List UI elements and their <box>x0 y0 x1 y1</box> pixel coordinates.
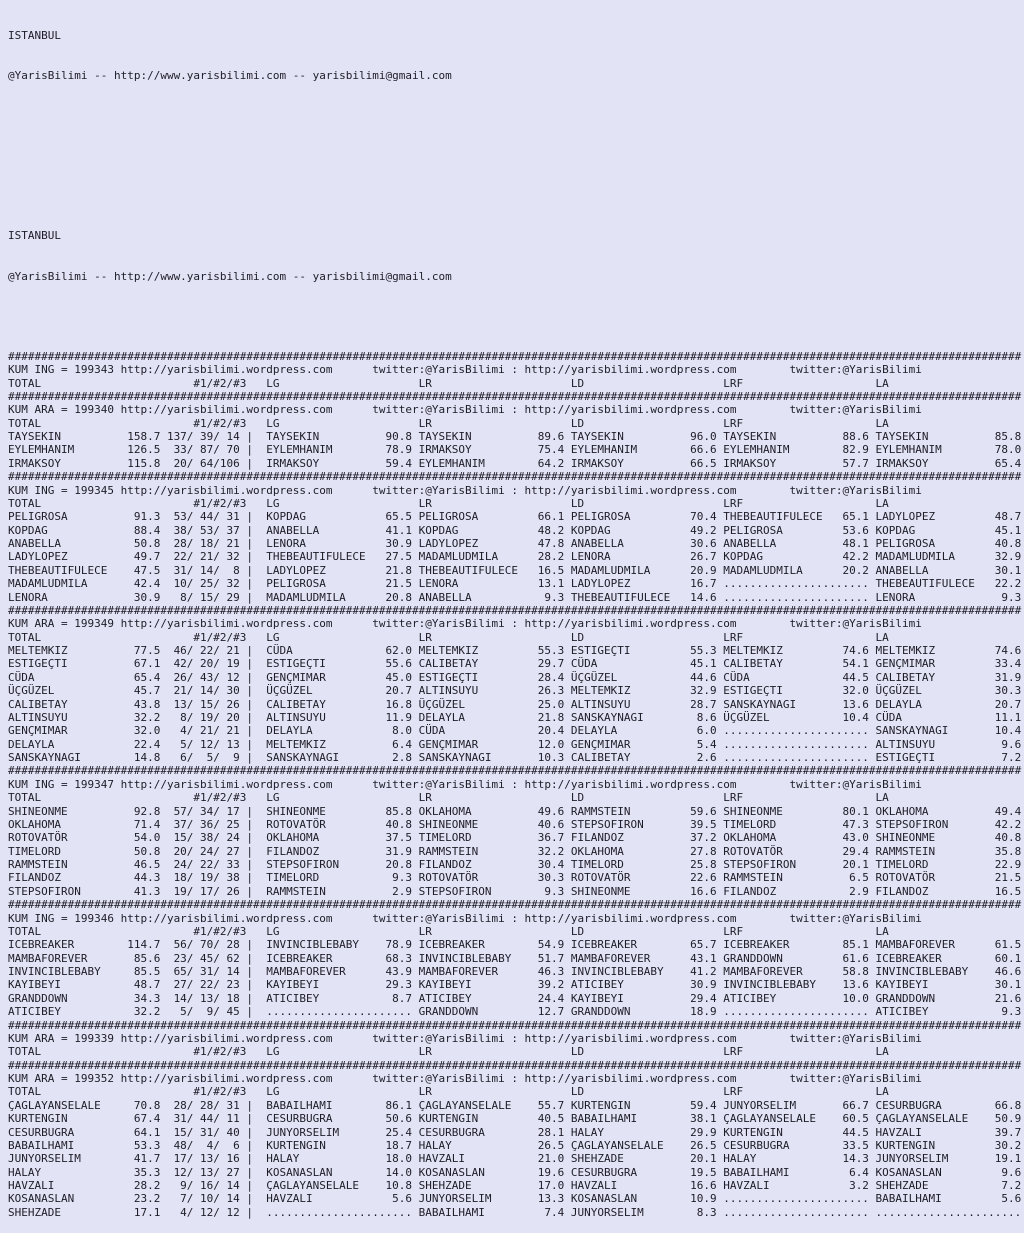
column-header-line: TOTAL #1/#2/#3 LG LR LD LRF LA <box>8 376 889 390</box>
banner-city: ISTANBUL <box>8 28 61 42</box>
separator-line: ######################################################################################################################################################### <box>8 1058 1022 1072</box>
stats-row-line: SHEHZADE 17.1 4/ 12/ 12 | ...................... BABAILHAMI 7.4 JUNYORSELIM 8.3 ...................... ...................... <box>8 1205 1022 1219</box>
stats-table <box>8 350 1024 1219</box>
section-header-line: KUM ARA = 199339 http://yarisbilimi.wordpress.com twitter:@YarisBilimi : http://yarisbilimi.wordpress.com twitter:@YarisBilimi <box>8 1031 922 1045</box>
stats-row-line: EYLEMHANIM 126.5 33/ 87/ 70 | EYLEMHANIM 78.9 IRMAKSOY 75.4 EYLEMHANIM 66.6 EYLEMHANIM 82.9 EYLEMHANIM 78.0 <box>8 443 1022 457</box>
stats-row-line: SHINEONME 92.8 57/ 34/ 17 | SHINEONME 85.8 OKLAHOMA 49.6 RAMMSTEIN 59.6 SHINEONME 80.1 OKLAHOMA 49.4 <box>8 804 1022 818</box>
separator-line: ######################################################################################################################################################### <box>8 349 1022 363</box>
separator-line: ######################################################################################################################################################### <box>8 389 1022 403</box>
stats-row-line: PELIGROSA 91.3 53/ 44/ 31 | KOPDAG 65.5 PELIGROSA 66.1 PELIGROSA 70.4 THEBEAUTIFULECE 65.1 LADYLOPEZ 48.7 <box>8 510 1022 524</box>
column-header-line: TOTAL #1/#2/#3 LG LR LD LRF LA <box>8 924 889 938</box>
stats-row-line: HALAY 35.3 12/ 13/ 27 | KOSANASLAN 14.0 KOSANASLAN 19.6 CESURBUGRA 19.5 BABAILHAMI 6.4 KOSANASLAN 9.6 <box>8 1165 1022 1179</box>
section-header-line: KUM ING = 199345 http://yarisbilimi.wordpress.com twitter:@YarisBilimi : http://yarisbilimi.wordpress.com twitter:@YarisBilimi <box>8 483 922 497</box>
section-header-line: KUM ARA = 199340 http://yarisbilimi.wordpress.com twitter:@YarisBilimi : http://yarisbilimi.wordpress.com twitter:@YarisBilimi <box>8 403 922 417</box>
stats-row-line: ATICIBEY 32.2 5/ 9/ 45 | ...................... GRANDDOWN 12.7 GRANDDOWN 18.9 ...................... ATICIBEY 9.3 <box>8 1005 1022 1019</box>
stats-row-line: SANSKAYNAGI 14.8 6/ 5/ 9 | SANSKAYNAGI 2.8 SANSKAYNAGI 10.3 CALIBETAY 2.6 ...................... ESTIGEÇTI 7.2 <box>8 751 1022 764</box>
column-header-line: TOTAL #1/#2/#3 LG LR LD LRF LA <box>8 1045 889 1059</box>
banner-contact: @YarisBilimi -- http://www.yarisbilimi.com -- yarisbilimi@gmail.com <box>8 68 452 82</box>
section-header-line: KUM ING = 199346 http://yarisbilimi.wordpress.com twitter:@YarisBilimi : http://yarisbilimi.wordpress.com twitter:@YarisBilimi <box>8 911 922 925</box>
stats-row-line: GRANDDOWN 34.3 14/ 13/ 18 | ATICIBEY 8.7 ATICIBEY 24.4 KAYIBEYI 29.4 ATICIBEY 10.0 GRANDDOWN 21.6 <box>8 991 1022 1005</box>
stats-row-line: STEPSOFIRON 41.3 19/ 17/ 26 | RAMMSTEIN 2.9 STEPSOFIRON 9.3 SHINEONME 16.6 FILANDOZ 2.9 FILANDOZ 16.5 <box>8 884 1022 898</box>
section-header-line: KUM ING = 199347 http://yarisbilimi.wordpress.com twitter:@YarisBilimi : http://yarisbilimi.wordpress.com twitter:@YarisBilimi <box>8 777 922 791</box>
stats-row-line: ESTIGEÇTI 67.1 42/ 20/ 19 | ESTIGEÇTI 55.6 CALIBETAY 29.7 CÜDA 45.1 CALIBETAY 54.1 GENÇMIMAR 33.4 <box>8 657 1022 671</box>
stats-row-line: HAVZALI 28.2 9/ 16/ 14 | ÇAGLAYANSELALE 10.8 SHEHZADE 17.0 HAVZALI 16.6 HAVZALI 3.2 SHEHZADE 7.2 <box>8 1179 1022 1192</box>
column-header-line: TOTAL #1/#2/#3 LG LR LD LRF LA <box>8 1085 889 1099</box>
stats-row-line: ALTINSUYU 32.2 8/ 19/ 20 | ALTINSUYU 11.9 DELAYLA 21.8 SANSKAYNAGI 8.6 ÜÇGÜZEL 10.4 CÜDA 11.1 <box>8 710 1022 724</box>
section-header-line: KUM ARA = 199352 http://yarisbilimi.wordpress.com twitter:@YarisBilimi : http://yarisbilimi.wordpress.com twitter:@YarisBilimi <box>8 1072 922 1085</box>
stats-row-line: LENORA 30.9 8/ 15/ 29 | MADAMLUDMILA 20.8 ANABELLA 9.3 THEBEAUTIFULECE 14.6 ...................... LENORA 9.3 <box>8 590 1022 604</box>
blank-line <box>8 109 1024 122</box>
stats-row-line: THEBEAUTIFULECE 47.5 31/ 14/ 8 | LADYLOPEZ 21.8 THEBEAUTIFULECE 16.5 MADAMLUDMILA 20.9 MADAMLUDMILA 20.2 ANABELLA 30.1 <box>8 563 1022 577</box>
stats-row-line: RAMMSTEIN 46.5 24/ 22/ 33 | STEPSOFIRON 20.8 FILANDOZ 30.4 TIMELORD 25.8 STEPSOFIRON 20.1 TIMELORD 22.9 <box>8 858 1022 871</box>
stats-row-line: JUNYORSELIM 41.7 17/ 13/ 16 | HALAY 18.0 HAVZALI 21.0 SHEHZADE 20.1 HALAY 14.3 JUNYORSELIM 19.1 <box>8 1152 1022 1166</box>
section-header-line: KUM ING = 199343 http://yarisbilimi.wordpress.com twitter:@YarisBilimi : http://yarisbilimi.wordpress.com twitter:@YarisBilimi <box>8 363 922 377</box>
stats-row-line: CESURBUGRA 64.1 15/ 31/ 40 | JUNYORSELIM 25.4 CESURBUGRA 28.1 HALAY 29.9 KURTENGIN 44.5 HAVZALI 39.7 <box>8 1125 1022 1139</box>
stats-row-line: ANABELLA 50.8 28/ 18/ 21 | LENORA 30.9 LADYLOPEZ 47.8 ANABELLA 30.6 ANABELLA 48.1 PELIGROSA 40.8 <box>8 537 1022 550</box>
stats-row-line: MAMBAFOREVER 85.6 23/ 45/ 62 | ICEBREAKER 68.3 INVINCIBLEBABY 51.7 MAMBAFOREVER 43.1 GRANDDOWN 61.6 ICEBREAKER 60.1 <box>8 951 1022 965</box>
column-header-line: TOTAL #1/#2/#3 LG LR LD LRF LA <box>8 791 889 805</box>
banner-city-repeat: ISTANBUL <box>8 229 61 243</box>
banner-contact-repeat: @YarisBilimi -- http://www.yarisbilimi.com -- yarisbilimi@gmail.com <box>8 269 452 283</box>
separator-line: ######################################################################################################################################################### <box>8 764 1022 778</box>
stats-row-line: ÜÇGÜZEL 45.7 21/ 14/ 30 | ÜÇGÜZEL 20.7 ALTINSUYU 26.3 MELTEMKIZ 32.9 ESTIGEÇTI 32.0 ÜÇGÜZEL 30.3 <box>8 684 1022 698</box>
column-header-line: TOTAL #1/#2/#3 LG LR LD LRF LA <box>8 416 889 430</box>
section-header-line: KUM ARA = 199349 http://yarisbilimi.wordpress.com twitter:@YarisBilimi : http://yarisbilimi.wordpress.com twitter:@YarisBilimi <box>8 617 922 631</box>
stats-row-line: LADYLOPEZ 49.7 22/ 21/ 32 | THEBEAUTIFULECE 27.5 MADAMLUDMILA 28.2 LENORA 26.7 KOPDAG 42.2 MADAMLUDMILA 32.9 <box>8 550 1022 564</box>
stats-row-line: TIMELORD 50.8 20/ 24/ 27 | FILANDOZ 31.9 RAMMSTEIN 32.2 OKLAHOMA 27.8 ROTOVATÖR 29.4 RAMMSTEIN 35.8 <box>8 844 1022 858</box>
column-header-line: TOTAL #1/#2/#3 LG LR LD LRF LA <box>8 630 889 644</box>
stats-row-line: BABAILHAMI 53.3 48/ 4/ 6 | KURTENGIN 18.7 HALAY 26.5 ÇAGLAYANSELALE 26.5 CESURBUGRA 33.5 KURTENGIN 30.2 <box>8 1138 1022 1152</box>
blank-line <box>8 189 1024 202</box>
stats-row-line: KOSANASLAN 23.2 7/ 10/ 14 | HAVZALI 5.6 JUNYORSELIM 13.3 KOSANASLAN 10.9 ...................... BABAILHAMI 5.6 <box>8 1192 1022 1206</box>
stats-row-line: GENÇMIMAR 32.0 4/ 21/ 21 | DELAYLA 8.0 CÜDA 20.4 DELAYLA 6.0 ...................... SANSKAYNAGI 10.4 <box>8 724 1022 738</box>
stats-row-line: ROTOVATÖR 54.0 15/ 38/ 24 | OKLAHOMA 37.5 TIMELORD 36.7 FILANDOZ 37.2 OKLAHOMA 43.0 SHINEONME 40.8 <box>8 831 1022 845</box>
stats-row-line: DELAYLA 22.4 5/ 12/ 13 | MELTEMKIZ 6.4 GENÇMIMAR 12.0 GENÇMIMAR 5.4 ...................... ALTINSUYU 9.6 <box>8 737 1022 751</box>
stats-row-line: ICEBREAKER 114.7 56/ 70/ 28 | INVINCIBLEBABY 78.9 ICEBREAKER 54.9 ICEBREAKER 65.7 ICEBREAKER 85.1 MAMBAFOREVER 61.5 <box>8 938 1022 952</box>
blank-line <box>8 149 1024 162</box>
stats-row-line: INVINCIBLEBABY 85.5 65/ 31/ 14 | MAMBAFOREVER 43.9 MAMBAFOREVER 46.3 INVINCIBLEBABY 41.2 MAMBAFOREVER 58.8 INVINCIBLEBABY 46.6 <box>8 965 1022 978</box>
stats-row-line: MELTEMKIZ 77.5 46/ 22/ 21 | CÜDA 62.0 MELTEMKIZ 55.3 ESTIGEÇTI 55.3 MELTEMKIZ 74.6 MELTEMKIZ 74.6 <box>8 644 1022 657</box>
stats-row-line: KURTENGIN 67.4 31/ 44/ 11 | CESURBUGRA 50.6 KURTENGIN 40.5 BABAILHAMI 38.1 ÇAGLAYANSELALE 60.5 ÇAGLAYANSELALE 50.9 <box>8 1112 1022 1126</box>
stats-row-line: KOPDAG 88.4 38/ 53/ 37 | ANABELLA 41.1 KOPDAG 48.2 KOPDAG 49.2 PELIGROSA 53.6 KOPDAG 45.1 <box>8 523 1022 537</box>
column-header-line: TOTAL #1/#2/#3 LG LR LD LRF LA <box>8 496 889 510</box>
stats-row-line: OKLAHOMA 71.4 37/ 36/ 25 | ROTOVATÖR 40.8 SHINEONME 40.6 STEPSOFIRON 39.5 TIMELORD 47.3 STEPSOFIRON 42.2 <box>8 817 1022 831</box>
blank-line <box>8 310 1024 323</box>
separator-line: ######################################################################################################################################################### <box>8 470 1022 484</box>
separator-line: ######################################################################################################################################################### <box>8 1018 1022 1032</box>
separator-line: ######################################################################################################################################################### <box>8 898 1022 912</box>
separator-line: ######################################################################################################################################################### <box>8 603 1022 617</box>
stats-row-line: KAYIBEYI 48.7 27/ 22/ 23 | KAYIBEYI 29.3 KAYIBEYI 39.2 ATICIBEY 30.9 INVINCIBLEBABY 13.6 KAYIBEYI 30.1 <box>8 978 1022 992</box>
stats-row-line: TAYSEKIN 158.7 137/ 39/ 14 | TAYSEKIN 90.8 TAYSEKIN 89.6 TAYSEKIN 96.0 TAYSEKIN 88.6 TAYSEKIN 85.8 <box>8 430 1022 443</box>
stats-row-line: MADAMLUDMILA 42.4 10/ 25/ 32 | PELIGROSA 21.5 LENORA 13.1 LADYLOPEZ 16.7 ...................... THEBEAUTIFULECE 22.2 <box>8 577 1022 591</box>
stats-row-line: CALIBETAY 43.8 13/ 15/ 26 | CALIBETAY 16.8 ÜÇGÜZEL 25.0 ALTINSUYU 28.7 SANSKAYNAGI 13.6 DELAYLA 20.7 <box>8 697 1022 711</box>
stats-row-line: FILANDOZ 44.3 18/ 19/ 38 | TIMELORD 9.3 ROTOVATÖR 30.3 ROTOVATÖR 22.6 RAMMSTEIN 6.5 ROTOVATÖR 21.5 <box>8 871 1022 885</box>
stats-row-line: CÜDA 65.4 26/ 43/ 12 | GENÇMIMAR 45.0 ESTIGEÇTI 28.4 ÜÇGÜZEL 44.6 CÜDA 44.5 CALIBETAY 31.9 <box>8 670 1022 684</box>
stats-row-line: IRMAKSOY 115.8 20/ 64/106 | IRMAKSOY 59.4 EYLEMHANIM 64.2 IRMAKSOY 66.5 IRMAKSOY 57.7 IRMAKSOY 65.4 <box>8 456 1022 470</box>
stats-row-line: ÇAGLAYANSELALE 70.8 28/ 28/ 31 | BABAILHAMI 86.1 ÇAGLAYANSELALE 55.7 KURTENGIN 59.4 JUNYORSELIM 66.7 CESURBUGRA 66.8 <box>8 1098 1022 1112</box>
